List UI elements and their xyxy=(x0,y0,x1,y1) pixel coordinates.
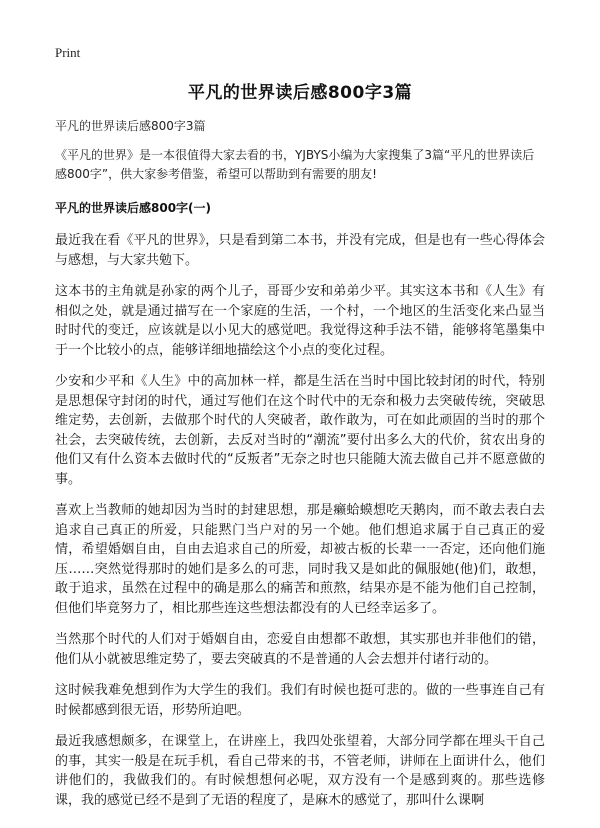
article-paragraph: 最近我在看《平凡的世界》，只是看到第二本书，并没有完成，但是也有一些心得体会与感想，与大家共勉下。 xyxy=(55,233,545,268)
article-intro: 《平凡的世界》是一本很值得大家去看的书，YJBYS小编为大家搜集了3篇“平凡的世界读后感800字”，供大家参考借鉴，希望可以帮助到有需要的朋友! xyxy=(55,148,535,181)
article-paragraph: 这时候我难免想到作为大学生的我们。我们有时候也挺可悲的。做的一些事连自己有时候都感到很无语，形势所迫吧。 xyxy=(55,683,545,718)
print-link[interactable]: Print xyxy=(55,45,81,60)
article-body xyxy=(55,118,545,822)
article-paragraph: 喜欢上当教师的她却因为当时的封建思想，那是癞蛤蟆想吃天鹅肉，而不敢去表白去追求自己真正的所爱，只能黙门当户对的另一个她。他们想追求属于自己真正的爱情，希望婚姻自由，自由去追求自己的所爱，却被古板的长辈一一否定，还向他们施压……突然觉得那时的她们是多么的可悲，同时我又是如此的佩服她(他)们，敢想，敢于追求，虽然在过程中的确是那么的痛苦和煎熬，结果亦是不能为他们自己控制，但他们毕竟努力了，相比那些连这些想法都没有的人已经幸运多了。 xyxy=(55,503,545,616)
article-subtitle: 平凡的世界读后感800字3篇 xyxy=(55,119,206,133)
article-paragraph: 当然那个时代的人们对于婚姻自由，恋爱自由想都不敢想，其实那也并非他们的错，他们从小就被思维定势了，要去突破真的不是普通的人会去想并付诸行动的。 xyxy=(55,632,545,667)
article-paragraph: 这本书的主角就是孙家的两个儿子，哥哥少安和弟弟少平。其实这本书和《人生》有相似之处，就是通过描写在一个家庭的生活，一个村，一个地区的生活变化来凸显当时时代的变迁，应该就是以小见大的感觉吧。我觉得这种手法不错，能够将笔墨集中于一个比较小的点，能够详细地描绘这个小点的变化过程。 xyxy=(55,284,545,358)
page-title: 平凡的世界读后感800字3篇 xyxy=(187,83,413,103)
section-heading: 平凡的世界读后感800字(一) xyxy=(55,201,212,215)
article-paragraph: 少安和少平和《人生》中的高加林一样，都是生活在当时中国比较封闭的时代，特别是思想保守封闭的时代，通过写他们在这个时代中的无奈和极力去突破传统，突破思维定势，去创新，去做那个时代的人突破者，敢作敢为，可在如此顽固的当时的那个社会，去突破传统，去创新，去反对当时的“潮流”要付出多么大的代价，贫农出身的他们又有什么资本去做时代的“反叛者”无奈之时也只能随大流去做自己并不愿意做的事。 xyxy=(55,374,545,487)
article-paragraph: 最近我感想颇多，在课堂上，在讲座上，我四处张望着，大部分同学都在埋头干自己的事，其实一般是在玩手机，看自己带来的书，不管老师，讲师在上面讲什么，他们讲他们的，我做我们的。有时候想想何必呢，双方没有一个是感到爽的。那些选修课，我的感觉已经不是到了无语的程度了，是麻木的感觉了，那叫什么课啊 xyxy=(55,734,545,808)
